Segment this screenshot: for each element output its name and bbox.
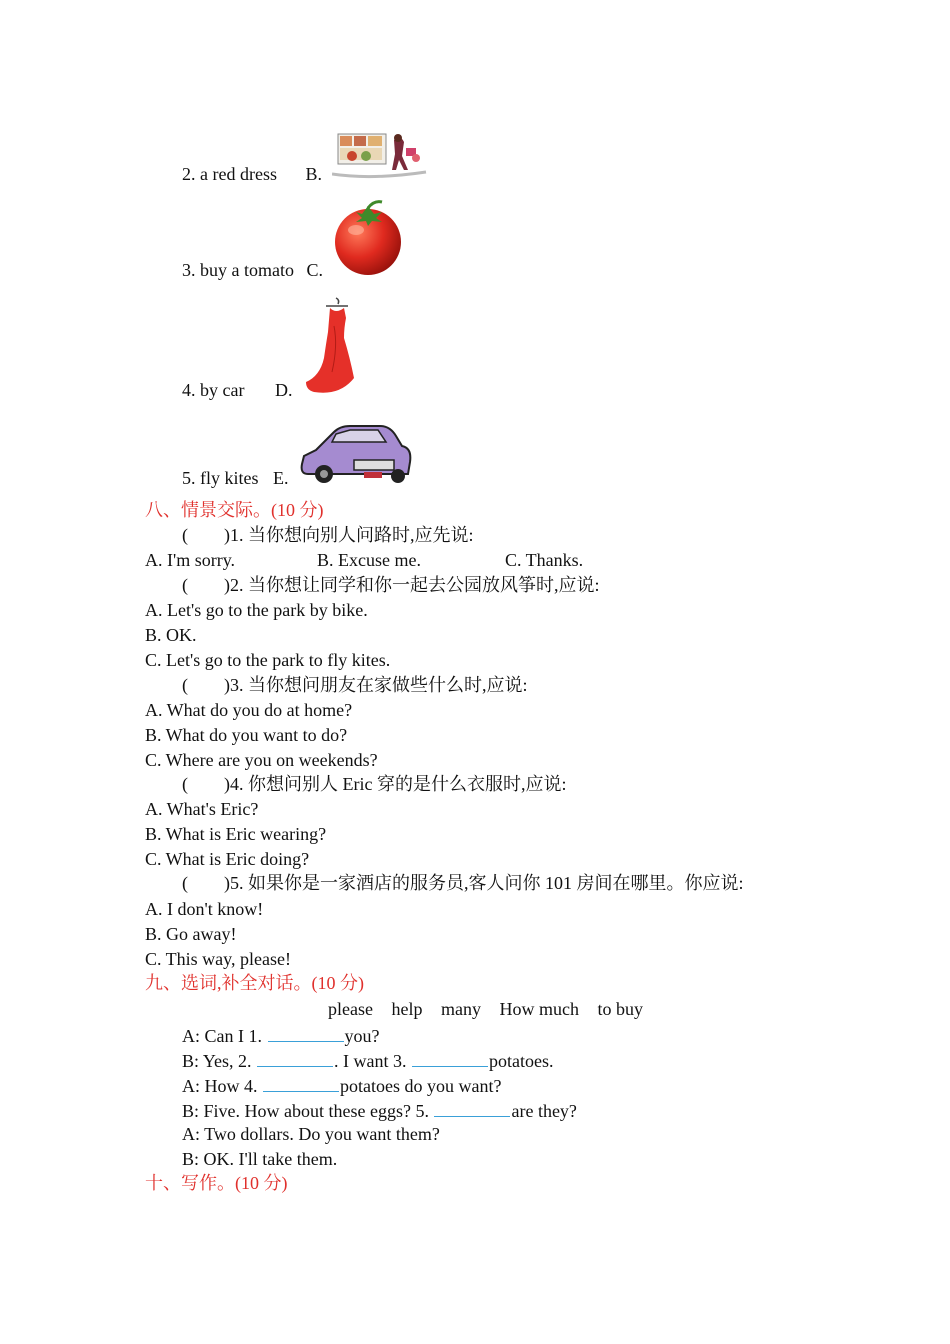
option-c: C. Let's go to the park to fly kites.	[145, 650, 391, 670]
option-c: C. Thanks.	[505, 550, 584, 570]
car-icon	[298, 418, 412, 484]
option-a: A. I'm sorry.	[145, 550, 236, 570]
word-bank	[328, 998, 657, 1020]
answer-paren[interactable]: (	[182, 575, 188, 595]
dialogue-text: A: Can I 1.	[182, 1026, 262, 1046]
match-item-text: 5. fly kites	[182, 468, 259, 488]
blank-2[interactable]	[257, 1048, 333, 1067]
question-1	[182, 524, 474, 546]
match-letter: B.	[305, 164, 322, 184]
question-prompt: )2. 当你想让同学和你一起去公园放风筝时,应说:	[224, 575, 600, 595]
dialogue-text: B: Five. How about these eggs? 5.	[182, 1101, 429, 1121]
question-2	[182, 574, 600, 596]
dialogue-line-6: B: OK. I'll take them.	[182, 1149, 338, 1169]
answer-paren[interactable]: (	[182, 774, 188, 794]
question-prompt: )4. 你想问别人 Eric 穿的是什么衣服时,应说:	[224, 774, 567, 794]
dialogue-line-3	[182, 1073, 501, 1097]
option-b: B. What do you want to do?	[145, 725, 348, 745]
blank-4[interactable]	[263, 1073, 339, 1092]
dialogue-text: you?	[344, 1026, 380, 1046]
red-dress-icon	[300, 296, 360, 398]
question-prompt: )1. 当你想向别人问路时,应先说:	[224, 525, 474, 545]
match-item-2	[182, 163, 322, 185]
option-b: B. Go away!	[145, 924, 237, 944]
match-item-3	[182, 259, 323, 281]
question-3	[182, 674, 528, 696]
dialogue-line-4	[182, 1098, 577, 1122]
blank-1[interactable]	[268, 1023, 344, 1042]
dialogue-text: . I want 3.	[334, 1051, 407, 1071]
match-letter: D.	[274, 380, 293, 400]
question-prompt: )3. 当你想问朋友在家做些什么时,应说:	[224, 675, 528, 695]
option-b: B. What is Eric wearing?	[145, 824, 327, 844]
question-prompt: )5. 如果你是一家酒店的服务员,客人问你 101 房间在哪里。你应说:	[224, 873, 744, 893]
dialogue-text: potatoes do you want?	[340, 1076, 502, 1096]
option-c: C. Where are you on weekends?	[145, 750, 378, 770]
match-item-4	[182, 379, 292, 401]
option-a: A. Let's go to the park by bike.	[145, 600, 368, 620]
word-bank-item: How much	[499, 999, 579, 1019]
option-a: A. What's Eric?	[145, 799, 259, 819]
answer-paren[interactable]: (	[182, 873, 188, 893]
dialogue-text: are they?	[511, 1101, 577, 1121]
section-9-title: 九、选词,补全对话。(10 分)	[145, 973, 364, 993]
dialogue-line-1	[182, 1023, 380, 1047]
question-1-options	[145, 549, 235, 571]
word-bank-item: many	[440, 999, 481, 1019]
match-letter: C.	[306, 260, 323, 280]
tomato-icon	[332, 198, 404, 278]
match-item-5	[182, 467, 289, 489]
option-a: A. I don't know!	[145, 899, 264, 919]
match-letter: E.	[273, 468, 289, 488]
dialogue-line-5: A: Two dollars. Do you want them?	[182, 1124, 440, 1144]
option-a: A. What do you do at home?	[145, 700, 353, 720]
dialogue-text: B: Yes, 2.	[182, 1051, 252, 1071]
match-item-text: 4. by car	[182, 380, 245, 400]
question-5	[182, 872, 744, 894]
dialogue-text: potatoes.	[489, 1051, 554, 1071]
answer-paren[interactable]: (	[182, 675, 188, 695]
section-10-title: 十、写作。(10 分)	[145, 1173, 288, 1193]
section-8-title: 八、情景交际。(10 分)	[145, 500, 324, 520]
match-item-text: 3. buy a tomato	[182, 260, 294, 280]
match-item-text: 2. a red dress	[182, 164, 277, 184]
answer-paren[interactable]: (	[182, 525, 188, 545]
dialogue-line-2	[182, 1048, 554, 1072]
shopping-scene-icon	[332, 130, 428, 184]
blank-3[interactable]	[412, 1048, 488, 1067]
word-bank-item: help	[391, 999, 423, 1019]
question-4	[182, 773, 566, 795]
word-bank-item: to buy	[597, 999, 643, 1019]
option-c: C. What is Eric doing?	[145, 849, 310, 869]
option-c: C. This way, please!	[145, 949, 291, 969]
option-b: B. Excuse me.	[317, 550, 421, 570]
dialogue-text: A: How 4.	[182, 1076, 258, 1096]
blank-5[interactable]	[434, 1098, 510, 1117]
word-bank-item: please	[328, 999, 373, 1019]
option-b: B. OK.	[145, 625, 197, 645]
